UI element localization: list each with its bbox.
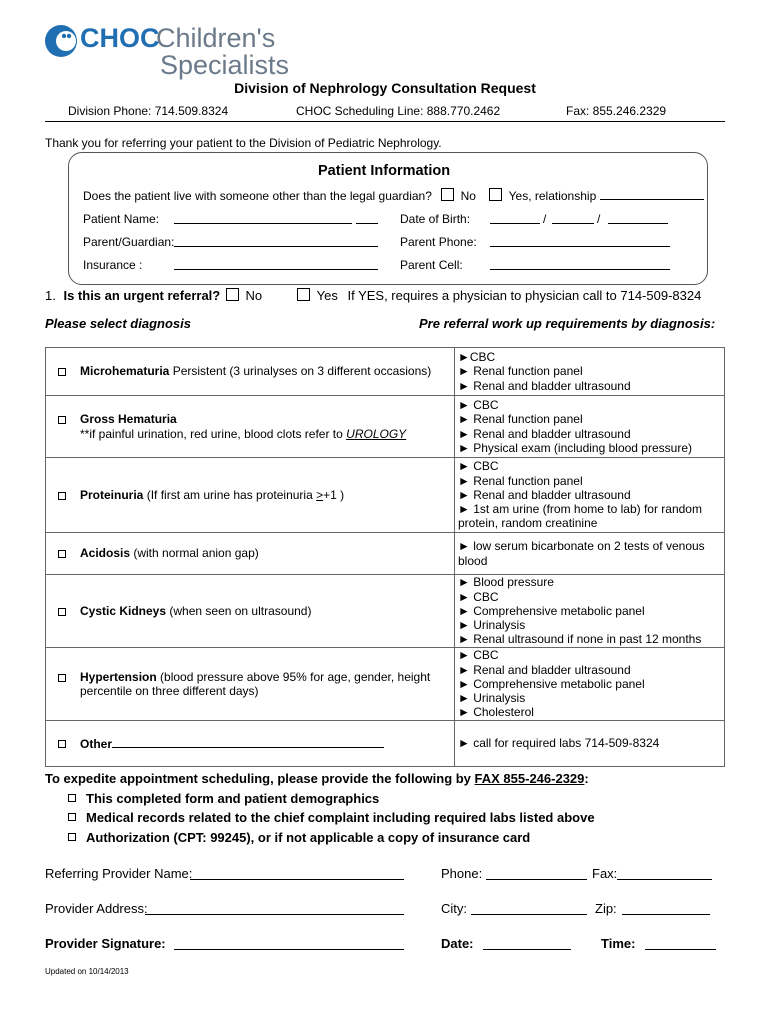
parent-cell-field[interactable] <box>490 258 670 270</box>
parent-phone-field[interactable] <box>490 235 670 247</box>
req-item: ► 1st am urine (from home to lab) for random <box>458 502 702 517</box>
req-item: ► Renal ultrasound if none in past 12 months <box>458 632 702 647</box>
guardian-row <box>83 188 704 203</box>
expedite-checkbox-1[interactable] <box>68 794 76 802</box>
urgent-question: Is this an urgent referral? <box>63 288 221 303</box>
diagnosis-desc: Persistent (3 urinalyses on 3 different occasions) <box>169 364 432 379</box>
req-item: ► Physical exam (including blood pressure) <box>458 440 692 455</box>
provider-address-label: Provider Address: <box>45 901 148 916</box>
page-title: Division of Nephrology Consultation Request <box>234 80 536 96</box>
guardian-no-checkbox[interactable] <box>441 188 454 201</box>
diagnosis-table <box>45 347 725 767</box>
provider-date-label: Date: <box>441 936 474 951</box>
parent-cell-label: Parent Cell: <box>400 258 463 272</box>
other-field[interactable] <box>112 736 384 748</box>
req-item: ► Renal function panel <box>458 364 583 379</box>
parent-guardian-label: Parent/Guardian: <box>83 235 175 249</box>
table-row <box>46 396 725 458</box>
insurance-label: Insurance : <box>83 258 143 272</box>
scheduling-line: CHOC Scheduling Line: 888.770.2462 <box>296 104 501 118</box>
provider-phone-field[interactable] <box>486 868 587 880</box>
req-item: ► CBC <box>458 459 499 474</box>
gross-hematuria-checkbox[interactable] <box>58 416 66 424</box>
hypertension-checkbox[interactable] <box>58 674 66 682</box>
expedite-lead: To expedite appointment scheduling, please provide the following by <box>45 771 475 786</box>
req-item: ► Renal and bladder ultrasound <box>458 487 631 502</box>
provider-time-field[interactable] <box>645 938 716 950</box>
prereferral-heading: Pre referral work up requirements by diagnosis: <box>419 316 716 331</box>
dob-day-field[interactable] <box>552 212 594 224</box>
cystic-kidneys-checkbox[interactable] <box>58 608 66 616</box>
microhematuria-checkbox[interactable] <box>58 368 66 376</box>
intro-text: Thank you for referring your patient to the Division of Pediatric Nephrology. <box>45 136 442 150</box>
req-item: ► Comprehensive metabolic panel <box>458 603 645 618</box>
req-item: ► Renal function panel <box>458 412 583 427</box>
guardian-no-label: No <box>460 189 476 203</box>
provider-address-field[interactable] <box>145 903 404 915</box>
diagnosis-desc: (with normal anion gap) <box>130 546 259 561</box>
patient-info-heading: Patient Information <box>318 163 451 179</box>
urology-link[interactable]: UROLOGY <box>346 426 407 441</box>
provider-name-label: Referring Provider Name: <box>45 866 193 881</box>
expedite-item-text: Medical records related to the chief complaint including required labs listed above <box>86 810 595 825</box>
dob-label: Date of Birth: <box>400 212 471 226</box>
dob-slash-1: / <box>543 212 547 226</box>
expedite-colon: : <box>584 771 589 786</box>
req-item: protein, random creatinine <box>458 516 598 531</box>
table-row <box>46 575 725 648</box>
req-item: ► call for required labs 714-509-8324 <box>458 736 660 751</box>
diagnosis-desc: (when seen on ultrasound) <box>166 603 312 618</box>
table-row <box>46 348 725 396</box>
urgent-no-label: No <box>245 288 263 303</box>
dob-year-field[interactable] <box>608 212 668 224</box>
req-item: ► CBC <box>458 648 499 663</box>
logo-line2: Specialists <box>160 50 290 80</box>
expedite-item-text: Authorization (CPT: 99245), or if not applicable a copy of insurance card <box>86 830 531 845</box>
parent-guardian-field[interactable] <box>174 235 378 247</box>
provider-date-field[interactable] <box>483 938 571 950</box>
provider-phone-label: Phone: <box>441 866 483 881</box>
provider-zip-label: Zip: <box>595 901 617 916</box>
ge-symbol: > <box>316 487 324 502</box>
urgent-yes-row <box>297 288 701 303</box>
expedite-checkbox-3[interactable] <box>68 833 76 841</box>
table-row <box>46 533 725 575</box>
insurance-field[interactable] <box>174 258 378 270</box>
diagnosis-name: Gross Hematuria <box>80 412 177 427</box>
guardian-yes-checkbox[interactable] <box>489 188 502 201</box>
provider-city-label: City: <box>441 901 467 916</box>
provider-fax-field[interactable] <box>617 868 712 880</box>
dob-slash-2: / <box>597 212 601 226</box>
diagnosis-name: Hypertension <box>80 669 157 684</box>
relationship-field[interactable] <box>600 188 704 200</box>
provider-time-label: Time: <box>601 936 636 951</box>
diagnosis-name: Microhematuria <box>80 364 170 379</box>
diagnosis-name: Other <box>80 736 113 751</box>
diagnosis-desc: (If first am urine has proteinuria <box>143 487 317 502</box>
dob-month-field[interactable] <box>490 212 540 224</box>
diagnosis-desc-line2: percentile on three different days) <box>80 684 259 698</box>
parent-phone-label: Parent Phone: <box>400 235 477 249</box>
acidosis-checkbox[interactable] <box>58 550 66 558</box>
provider-fax-label: Fax: <box>592 866 618 881</box>
diagnosis-desc: (blood pressure above 95% for age, gender, height <box>156 669 431 684</box>
patient-name-label: Patient Name: <box>83 212 160 226</box>
req-item: ► Urinalysis <box>458 691 526 706</box>
choc-logo-mark-icon <box>44 24 78 58</box>
expedite-item-3 <box>68 830 530 845</box>
req-item: ► Cholesterol <box>458 705 534 720</box>
expedite-item-2 <box>68 810 595 825</box>
logo-line1: Children's <box>156 23 276 53</box>
provider-signature-field[interactable] <box>174 938 404 950</box>
req-item: ► Renal and bladder ultrasound <box>458 378 631 393</box>
expedite-item-1 <box>68 791 379 806</box>
urgent-yes-checkbox[interactable] <box>297 288 310 301</box>
req-item: ► low serum bicarbonate on 2 tests of venous blood <box>458 539 705 568</box>
diagnosis-desc-end: +1 ) <box>323 487 345 502</box>
req-item: ►CBC <box>458 350 496 365</box>
choc-logo <box>44 20 290 80</box>
urgent-note: If YES, requires a physician to physician call to 714-509-8324 <box>347 288 702 303</box>
req-item: ► CBC <box>458 398 499 413</box>
table-row <box>46 458 725 533</box>
req-item: ► Renal and bladder ultrasound <box>458 662 631 677</box>
table-row <box>46 648 725 721</box>
table-row <box>46 721 725 767</box>
req-item: ► Comprehensive metabolic panel <box>458 676 645 691</box>
urgent-row <box>45 288 262 303</box>
other-checkbox[interactable] <box>58 740 66 748</box>
req-item: ► Urinalysis <box>458 618 526 633</box>
req-item: ► Renal function panel <box>458 473 583 488</box>
expedite-fax-link[interactable]: FAX 855-246-2329 <box>474 771 585 786</box>
diagnosis-name: Cystic Kidneys <box>80 603 167 618</box>
diagnosis-desc: **if painful urination, red urine, blood clots refer to <box>80 426 347 441</box>
provider-name-field[interactable] <box>190 868 404 880</box>
req-item: ► CBC <box>458 589 499 604</box>
diagnosis-name: Proteinuria <box>80 487 144 502</box>
select-diagnosis-heading: Please select diagnosis <box>45 316 191 331</box>
expedite-heading <box>45 771 589 786</box>
urgent-no-checkbox[interactable] <box>226 288 239 301</box>
patient-name-field-2[interactable] <box>356 212 378 224</box>
guardian-yes-label: Yes, relationship <box>508 189 597 203</box>
patient-name-field[interactable] <box>174 212 352 224</box>
provider-zip-field[interactable] <box>622 903 710 915</box>
req-item: ► Renal and bladder ultrasound <box>458 426 631 441</box>
expedite-checkbox-2[interactable] <box>68 813 76 821</box>
division-phone: Division Phone: 714.509.8324 <box>68 104 229 118</box>
proteinuria-checkbox[interactable] <box>58 492 66 500</box>
expedite-item-text: This completed form and patient demographics <box>86 791 380 806</box>
provider-city-field[interactable] <box>471 903 587 915</box>
urgent-number: 1. <box>45 288 56 303</box>
updated-note: Updated on 10/14/2013 <box>45 967 129 976</box>
provider-signature-label: Provider Signature: <box>45 936 166 951</box>
diagnosis-name: Acidosis <box>80 546 131 561</box>
urgent-yes-label: Yes <box>316 288 338 303</box>
logo-brand: CHOC <box>80 23 160 53</box>
guardian-question: Does the patient live with someone other than the legal guardian? <box>83 189 432 203</box>
req-item: ► Blood pressure <box>458 575 554 590</box>
header-divider <box>45 121 725 122</box>
header-fax: Fax: 855.246.2329 <box>566 104 667 118</box>
